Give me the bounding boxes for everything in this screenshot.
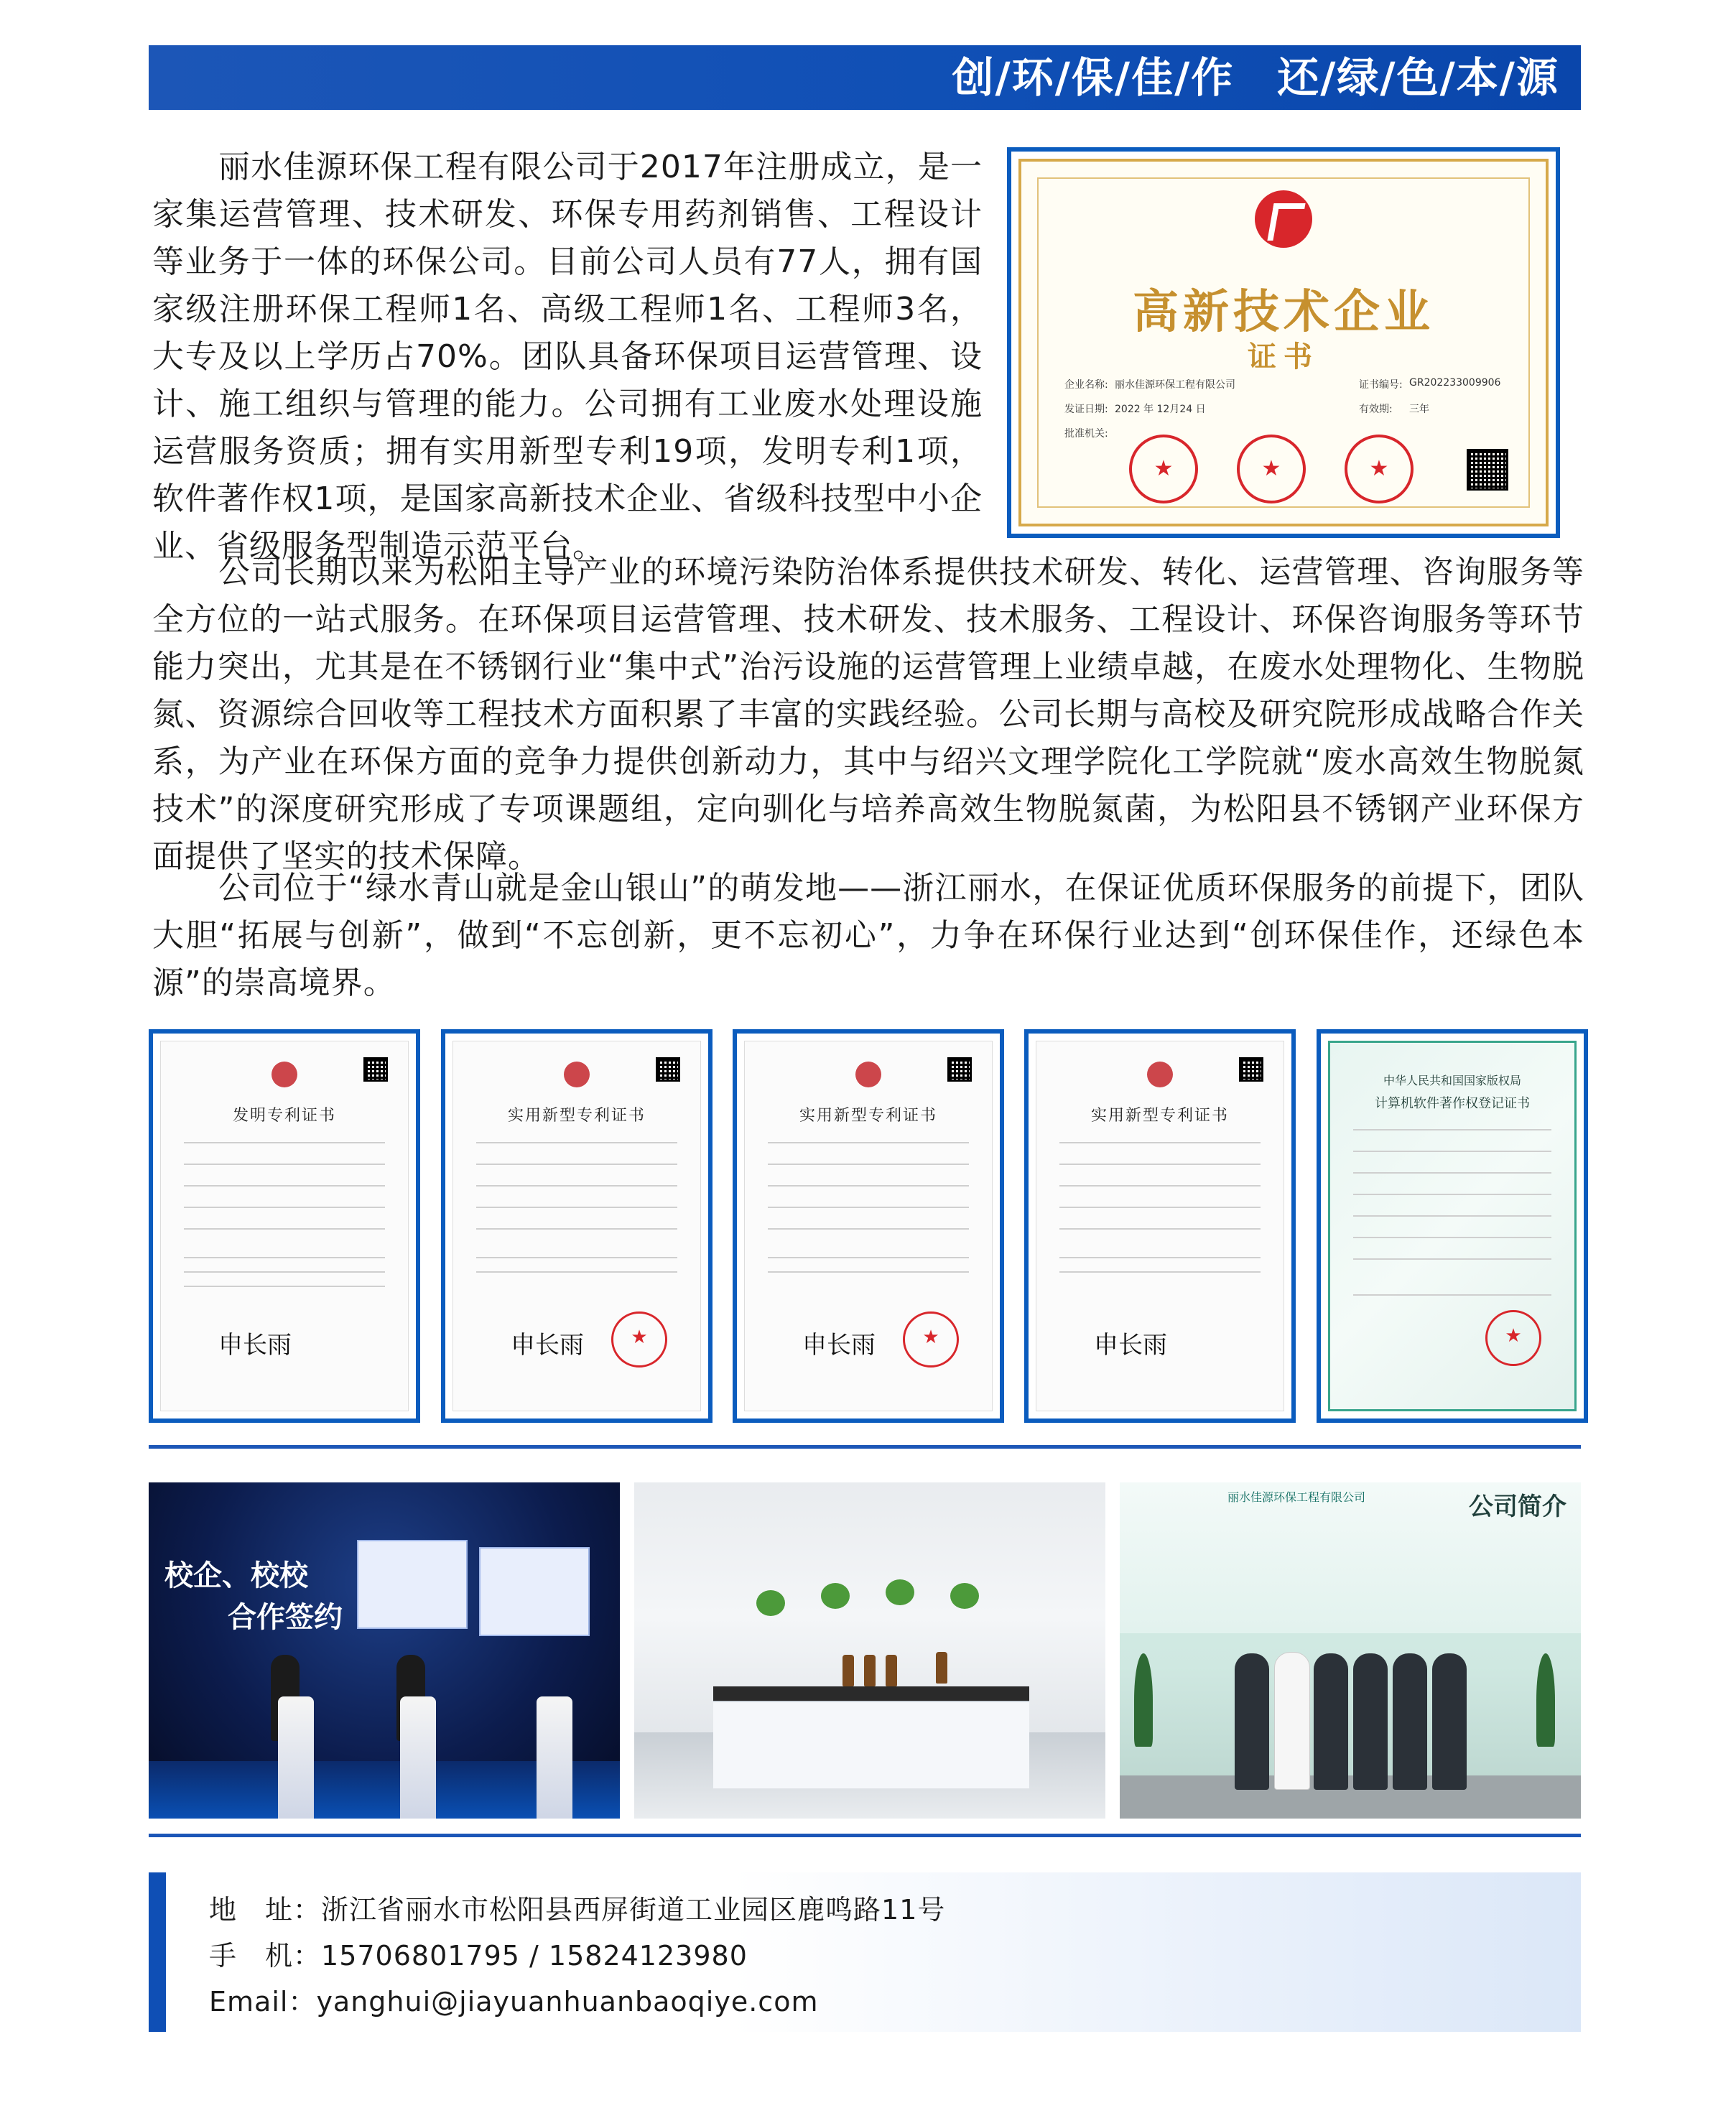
certificate-title: 发明专利证书	[232, 1107, 336, 1125]
header-banner	[149, 45, 1581, 110]
team-member	[1432, 1653, 1467, 1790]
official-seal-icon	[1129, 435, 1198, 503]
text-line	[1353, 1237, 1551, 1238]
qr-code-icon	[1239, 1057, 1263, 1082]
podium	[537, 1696, 572, 1819]
address-label: 地 址：	[209, 1894, 322, 1926]
qr-code-icon	[656, 1057, 680, 1082]
signature: 申长雨	[1094, 1331, 1167, 1360]
phone-number: 15706801795 / 15824123980	[321, 1940, 748, 1972]
stage-text: 校企、校校	[164, 1559, 308, 1592]
official-seal-icon	[1485, 1310, 1541, 1366]
text-line	[1353, 1294, 1551, 1296]
high-tech-enterprise-certificate	[1007, 147, 1560, 538]
certificate-paper	[1036, 1041, 1284, 1411]
number-label: 证书编号:	[1359, 379, 1403, 391]
text-line	[184, 1142, 385, 1143]
official-seal-icon	[903, 1311, 959, 1368]
text-line	[1059, 1228, 1261, 1230]
text-line	[768, 1257, 969, 1258]
tree-mural	[1536, 1653, 1555, 1747]
text-line	[1059, 1257, 1261, 1258]
podium	[278, 1696, 314, 1819]
emblem-icon	[564, 1062, 590, 1087]
plant	[950, 1583, 979, 1609]
qr-code-icon	[947, 1057, 972, 1082]
validity: 三年	[1409, 404, 1429, 415]
team-member	[1274, 1652, 1310, 1790]
display-screen	[357, 1540, 468, 1629]
reagent-bottle	[936, 1652, 947, 1684]
qr-code-icon	[363, 1057, 388, 1082]
reagent-bottle	[864, 1655, 876, 1686]
text-line	[1353, 1258, 1551, 1260]
plant	[886, 1579, 914, 1605]
text-line	[184, 1271, 385, 1273]
team-member	[1353, 1653, 1388, 1790]
text-line	[184, 1228, 385, 1230]
wall-logo: 丽水佳源环保工程有限公司	[1227, 1490, 1366, 1504]
services-paragraph: 公司长期以来为松阳主导产业的环境污染防治体系提供技术研发、转化、运营管理、咨询服务等全方位的一站式服务。在环保项目运营管理、技术研发、技术服务、工程设计、环保咨询服务等环节能力突出，尤其是在不锈钢行业“集中式”治污设施的运营管理上业绩卓越，在废水处理物化、生物脱氮、资源综合回收等工程技术方面积累了丰富的实践经验。公司长期与高校及研究院形成战略合作关系，为产业在环保方面的竞争力提供创新动力，其中与绍兴文理学院化工学院就“废水高效生物脱氮技术”的深度研究形成了专项课题组，定向驯化与培养高效生物脱氮菌，为松阳县不锈钢产业环保方面提供了坚实的技术保障。	[152, 554, 1584, 875]
text-line	[184, 1164, 385, 1165]
text-line	[768, 1164, 969, 1165]
text-line	[1059, 1164, 1261, 1165]
text-line	[1059, 1271, 1261, 1273]
text-line	[768, 1142, 969, 1143]
text-line	[476, 1185, 677, 1187]
certificate-title: 实用新型专利证书	[1090, 1107, 1229, 1125]
text-line	[476, 1228, 677, 1230]
email-label: Email：	[209, 1986, 317, 2018]
phone-line	[209, 1933, 748, 1973]
certificate-number: GR202233009906	[1409, 377, 1501, 389]
text-line	[476, 1257, 677, 1258]
official-seal-icon	[1345, 435, 1414, 503]
text-line	[768, 1228, 969, 1230]
authority-label: 批准机关:	[1064, 428, 1108, 440]
text-line	[184, 1257, 385, 1258]
laboratory-photo	[634, 1482, 1105, 1819]
company-label: 企业名称:	[1064, 379, 1108, 391]
text-line	[1353, 1194, 1551, 1195]
official-seal-icon	[611, 1311, 667, 1368]
vision-paragraph: 公司位于“绿水青山就是金山银山”的萌发地——浙江丽水，在保证优质环保服务的前提下，团队大胆“拓展与创新”，做到“不忘创新，更不忘初心”，力争在环保行业达到“创环保佳作，还绿色本源”的崇高境界。	[152, 870, 1584, 1001]
text-line	[476, 1207, 677, 1208]
address: 浙江省丽水市松阳县西屏街道工业园区鹿鸣路11号	[321, 1894, 946, 1926]
emblem-icon	[1147, 1062, 1173, 1087]
text-line	[768, 1207, 969, 1208]
validity-label: 有效期:	[1359, 404, 1393, 415]
text-line	[1353, 1151, 1551, 1152]
certificate-paper	[160, 1041, 409, 1411]
text-line	[476, 1164, 677, 1165]
slogan: 创/环/保/佳/作 还/绿/色/本/源	[952, 53, 1559, 102]
team-member	[1314, 1653, 1348, 1790]
text-line	[184, 1286, 385, 1287]
emblem-icon	[1255, 190, 1312, 248]
stage-text: 合作签约	[228, 1601, 343, 1634]
team-photo	[1120, 1482, 1581, 1819]
text-line	[1059, 1142, 1261, 1143]
footer-accent-bar	[149, 1872, 166, 2032]
text-line	[184, 1207, 385, 1208]
text-line	[768, 1271, 969, 1273]
text-line	[476, 1271, 677, 1273]
emblem-icon	[855, 1062, 881, 1087]
certificate-title: 实用新型专利证书	[799, 1107, 937, 1125]
reagent-bottle	[886, 1655, 897, 1686]
phone-label: 手 机：	[209, 1940, 322, 1972]
podium	[400, 1696, 436, 1819]
invention-patent-certificate	[149, 1029, 420, 1423]
display-screen	[479, 1547, 590, 1636]
team-member	[1235, 1653, 1269, 1790]
software-copyright-certificate	[1317, 1029, 1588, 1423]
signature: 申长雨	[218, 1331, 292, 1360]
reagent-bottle	[843, 1655, 854, 1686]
text-line	[1059, 1185, 1261, 1187]
emblem-icon	[271, 1062, 297, 1087]
text-line	[1059, 1207, 1261, 1208]
team-member	[1393, 1653, 1427, 1790]
certificate-paper	[1328, 1041, 1577, 1411]
ground	[1120, 1775, 1581, 1819]
text-line	[184, 1185, 385, 1187]
text-line	[768, 1185, 969, 1187]
text-line	[476, 1142, 677, 1143]
lab-cabinet	[713, 1701, 1029, 1788]
email-line	[209, 1979, 818, 2019]
official-seal-icon	[1237, 435, 1306, 503]
text-line	[1353, 1172, 1551, 1174]
plant	[756, 1590, 785, 1616]
section-divider	[149, 1834, 1581, 1837]
lab-bench	[713, 1686, 1029, 1701]
text-line	[1353, 1215, 1551, 1217]
text-line	[1353, 1129, 1551, 1130]
certificate-title: 高新技术企业	[1133, 285, 1434, 339]
certificate-header: 中华人民共和国国家版权局	[1383, 1074, 1521, 1087]
intro-paragraph: 丽水佳源环保工程有限公司于2017年注册成立，是一家集运营管理、技术研发、环保专用药剂销售、工程设计等业务于一体的环保公司。目前公司人员有77人，拥有国家级注册环保工程师1名、高级工程师1名、工程师3名，大专及以上学历占70%。团队具备环保项目运营管理、设计、施工组织与管理的能力。公司拥有工业废水处理设施运营服务资质；拥有实用新型专利19项，发明专利1项，软件著作权1项，是国家高新技术企业、省级科技型中小企业、省级服务型制造示范平台。	[152, 149, 983, 565]
utility-patent-certificate	[1024, 1029, 1296, 1423]
utility-patent-certificate	[733, 1029, 1004, 1423]
certificate-title: 实用新型专利证书	[507, 1107, 646, 1125]
certificate-title: 计算机软件著作权登记证书	[1375, 1096, 1530, 1111]
certificate-paper	[452, 1041, 701, 1411]
tree-mural	[1134, 1653, 1153, 1747]
email: yanghui@jiayuanhuanbaoqiye.com	[316, 1986, 819, 2018]
certificate-paper	[744, 1041, 993, 1411]
signature: 申长雨	[511, 1331, 584, 1360]
certificate-frame	[1018, 159, 1549, 526]
plant	[821, 1583, 850, 1609]
signature: 申长雨	[802, 1331, 876, 1360]
address-line	[209, 1888, 945, 1927]
section-divider	[149, 1445, 1581, 1449]
utility-patent-certificate	[441, 1029, 712, 1423]
qr-code-icon	[1467, 449, 1508, 491]
date-label: 发证日期:	[1064, 404, 1108, 415]
signing-ceremony-photo	[149, 1482, 620, 1819]
issue-date: 2022 年 12月24 日	[1115, 404, 1206, 415]
wall-label: 公司简介	[1469, 1492, 1566, 1521]
certificate-subtitle: 证书	[1248, 340, 1319, 373]
company-name: 丽水佳源环保工程有限公司	[1115, 379, 1235, 391]
